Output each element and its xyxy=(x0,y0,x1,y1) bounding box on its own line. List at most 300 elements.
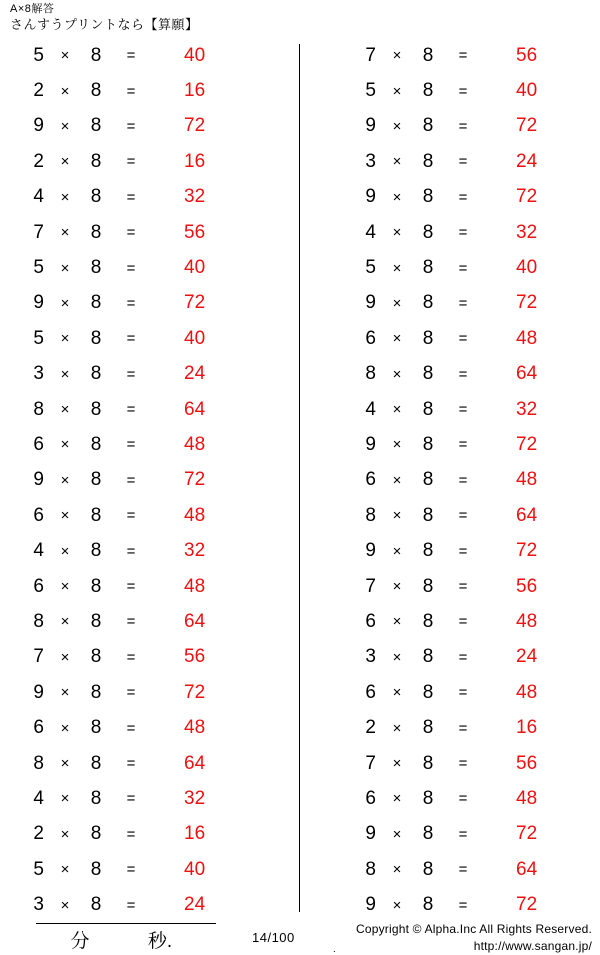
page-dot: . xyxy=(333,944,336,955)
answer-value: 16 xyxy=(184,823,206,845)
multiply-icon: × xyxy=(60,613,70,631)
operand-a: 8 xyxy=(365,504,376,526)
answer-value: 48 xyxy=(516,469,538,491)
seconds-label: 秒. xyxy=(147,931,173,952)
problem-row xyxy=(300,710,600,745)
problem-row xyxy=(300,392,600,427)
problem-row xyxy=(0,180,300,215)
operand-a: 9 xyxy=(365,292,376,314)
multiply-icon: × xyxy=(60,861,70,879)
problem-row xyxy=(300,73,600,108)
answer-value: 72 xyxy=(516,823,538,845)
operand-b: 8 xyxy=(90,575,102,597)
operand-a: 2 xyxy=(33,80,44,102)
operand-b: 8 xyxy=(422,398,434,420)
multiply-icon: × xyxy=(60,436,70,454)
equals-icon: = xyxy=(458,259,468,277)
operand-b: 8 xyxy=(90,717,102,739)
equals-icon: = xyxy=(126,578,136,596)
problem-row xyxy=(300,463,600,498)
problem-column-left xyxy=(0,36,300,916)
problem-row xyxy=(0,498,300,533)
answer-value: 48 xyxy=(516,327,538,349)
multiply-icon: × xyxy=(392,401,402,419)
problem-row xyxy=(0,109,300,144)
operand-b: 8 xyxy=(90,292,102,314)
operand-a: 9 xyxy=(365,540,376,562)
multiply-icon: × xyxy=(392,188,402,206)
equals-icon: = xyxy=(458,507,468,525)
operand-b: 8 xyxy=(422,80,434,102)
problem-row xyxy=(0,463,300,498)
operand-a: 6 xyxy=(365,610,376,632)
multiply-icon: × xyxy=(60,259,70,277)
multiply-icon: × xyxy=(392,896,402,914)
answer-value: 24 xyxy=(516,150,538,172)
equals-icon: = xyxy=(458,401,468,419)
answer-value: 32 xyxy=(516,398,538,420)
copyright-text: Copyright © Alpha.Inc All Rights Reserved. xyxy=(355,922,592,936)
operand-b: 8 xyxy=(90,80,102,102)
operand-a: 4 xyxy=(365,398,376,420)
operand-a: 4 xyxy=(33,787,44,809)
equals-icon: = xyxy=(458,542,468,560)
operand-b: 8 xyxy=(422,150,434,172)
equals-icon: = xyxy=(458,224,468,242)
operand-a: 4 xyxy=(33,540,44,562)
answer-value: 48 xyxy=(184,575,206,597)
answer-value: 72 xyxy=(184,292,206,314)
operand-a: 7 xyxy=(365,752,376,774)
multiply-icon: × xyxy=(392,684,402,702)
operand-a: 6 xyxy=(365,327,376,349)
problem-row xyxy=(300,675,600,710)
operand-b: 8 xyxy=(90,257,102,279)
multiply-icon: × xyxy=(60,330,70,348)
multiply-icon: × xyxy=(60,117,70,135)
operand-b: 8 xyxy=(90,823,102,845)
equals-icon: = xyxy=(126,613,136,631)
equals-icon: = xyxy=(458,613,468,631)
operand-a: 8 xyxy=(365,858,376,880)
operand-b: 8 xyxy=(422,646,434,668)
site-url[interactable]: http://www.sangan.jp/ xyxy=(473,939,592,953)
answer-value: 24 xyxy=(516,646,538,668)
equals-icon: = xyxy=(126,825,136,843)
operand-b: 8 xyxy=(90,504,102,526)
operand-b: 8 xyxy=(422,469,434,491)
multiply-icon: × xyxy=(392,825,402,843)
equals-icon: = xyxy=(458,684,468,702)
equals-icon: = xyxy=(126,648,136,666)
problem-row xyxy=(0,569,300,604)
equals-icon: = xyxy=(126,790,136,808)
problem-row xyxy=(300,852,600,887)
operand-a: 3 xyxy=(33,363,44,385)
equals-icon: = xyxy=(126,719,136,737)
operand-b: 8 xyxy=(422,610,434,632)
equals-icon: = xyxy=(458,47,468,65)
answer-value: 40 xyxy=(184,257,206,279)
multiply-icon: × xyxy=(392,648,402,666)
answer-value: 48 xyxy=(184,433,206,455)
answer-value: 40 xyxy=(184,858,206,880)
operand-a: 6 xyxy=(33,504,44,526)
multiply-icon: × xyxy=(60,648,70,666)
operand-a: 3 xyxy=(365,150,376,172)
equals-icon: = xyxy=(126,401,136,419)
multiply-icon: × xyxy=(60,47,70,65)
problem-column-right xyxy=(300,36,600,916)
answer-value: 64 xyxy=(516,504,538,526)
multiply-icon: × xyxy=(392,294,402,312)
equals-icon: = xyxy=(126,365,136,383)
operand-a: 9 xyxy=(365,186,376,208)
equals-icon: = xyxy=(458,719,468,737)
equals-icon: = xyxy=(458,578,468,596)
operand-a: 7 xyxy=(365,44,376,66)
worksheet-footer xyxy=(0,908,600,954)
equals-icon: = xyxy=(126,117,136,135)
equals-icon: = xyxy=(126,330,136,348)
problem-row xyxy=(0,710,300,745)
operand-b: 8 xyxy=(422,787,434,809)
equals-icon: = xyxy=(126,507,136,525)
answer-value: 32 xyxy=(184,186,206,208)
time-record xyxy=(40,926,230,953)
operand-a: 7 xyxy=(365,575,376,597)
operand-a: 9 xyxy=(33,681,44,703)
equals-icon: = xyxy=(458,117,468,135)
answer-value: 32 xyxy=(516,221,538,243)
operand-b: 8 xyxy=(90,150,102,172)
multiply-icon: × xyxy=(60,825,70,843)
answer-value: 40 xyxy=(516,257,538,279)
problem-row xyxy=(0,675,300,710)
problem-row xyxy=(300,604,600,639)
multiply-icon: × xyxy=(392,436,402,454)
multiply-icon: × xyxy=(60,684,70,702)
operand-b: 8 xyxy=(422,292,434,314)
multiply-icon: × xyxy=(392,224,402,242)
operand-b: 8 xyxy=(90,398,102,420)
operand-a: 6 xyxy=(365,787,376,809)
multiply-icon: × xyxy=(60,365,70,383)
answer-value: 56 xyxy=(516,575,538,597)
answer-value: 72 xyxy=(516,433,538,455)
operand-b: 8 xyxy=(90,610,102,632)
equals-icon: = xyxy=(458,436,468,454)
equals-icon: = xyxy=(126,471,136,489)
operand-a: 5 xyxy=(33,858,44,880)
equals-icon: = xyxy=(126,294,136,312)
problem-row xyxy=(300,109,600,144)
operand-b: 8 xyxy=(422,115,434,137)
operand-a: 5 xyxy=(33,44,44,66)
problem-row xyxy=(0,781,300,816)
problem-row xyxy=(0,144,300,179)
operand-a: 3 xyxy=(365,646,376,668)
multiply-icon: × xyxy=(60,471,70,489)
problem-row xyxy=(300,640,600,675)
multiply-icon: × xyxy=(392,47,402,65)
equals-icon: = xyxy=(458,648,468,666)
problem-row xyxy=(300,357,600,392)
problem-row xyxy=(0,746,300,781)
problem-row xyxy=(300,321,600,356)
operand-a: 3 xyxy=(33,894,44,916)
multiply-icon: × xyxy=(392,542,402,560)
multiply-icon: × xyxy=(60,896,70,914)
problem-row xyxy=(0,38,300,73)
problem-row xyxy=(300,38,600,73)
operand-b: 8 xyxy=(422,433,434,455)
equals-icon: = xyxy=(458,330,468,348)
problem-row xyxy=(0,817,300,852)
multiply-icon: × xyxy=(392,82,402,100)
problem-row xyxy=(0,250,300,285)
problem-row xyxy=(0,392,300,427)
problem-row xyxy=(300,250,600,285)
equals-icon: = xyxy=(458,294,468,312)
operand-a: 5 xyxy=(365,257,376,279)
multiply-icon: × xyxy=(392,259,402,277)
multiply-icon: × xyxy=(60,507,70,525)
answer-value: 48 xyxy=(516,681,538,703)
operand-b: 8 xyxy=(422,221,434,243)
answer-value: 72 xyxy=(516,894,538,916)
problem-row xyxy=(300,180,600,215)
multiply-icon: × xyxy=(60,578,70,596)
multiply-icon: × xyxy=(392,507,402,525)
operand-b: 8 xyxy=(90,681,102,703)
operand-b: 8 xyxy=(90,858,102,880)
answer-value: 72 xyxy=(184,115,206,137)
minutes-label: 分 xyxy=(70,931,90,952)
operand-a: 7 xyxy=(33,221,44,243)
equals-icon: = xyxy=(458,790,468,808)
equals-icon: = xyxy=(126,224,136,242)
equals-icon: = xyxy=(458,896,468,914)
equals-icon: = xyxy=(126,47,136,65)
equals-icon: = xyxy=(458,861,468,879)
page-title: A×8解答 xyxy=(10,3,55,15)
operand-a: 6 xyxy=(33,433,44,455)
answer-value: 32 xyxy=(184,540,206,562)
operand-a: 9 xyxy=(365,115,376,137)
problem-row xyxy=(300,569,600,604)
operand-b: 8 xyxy=(422,681,434,703)
multiply-icon: × xyxy=(392,861,402,879)
answer-value: 64 xyxy=(184,398,206,420)
problem-row xyxy=(0,604,300,639)
operand-a: 6 xyxy=(33,717,44,739)
operand-b: 8 xyxy=(90,115,102,137)
operand-b: 8 xyxy=(90,186,102,208)
multiply-icon: × xyxy=(60,790,70,808)
problem-row xyxy=(300,746,600,781)
operand-b: 8 xyxy=(90,327,102,349)
multiply-icon: × xyxy=(392,365,402,383)
equals-icon: = xyxy=(458,471,468,489)
equals-icon: = xyxy=(126,542,136,560)
operand-a: 9 xyxy=(365,823,376,845)
multiply-icon: × xyxy=(60,719,70,737)
operand-a: 8 xyxy=(33,398,44,420)
problem-row xyxy=(300,286,600,321)
problem-row xyxy=(0,73,300,108)
problem-row xyxy=(0,427,300,462)
answer-value: 64 xyxy=(516,363,538,385)
operand-b: 8 xyxy=(422,257,434,279)
multiply-icon: × xyxy=(60,542,70,560)
operand-a: 5 xyxy=(365,80,376,102)
problem-row xyxy=(300,427,600,462)
equals-icon: = xyxy=(458,188,468,206)
equals-icon: = xyxy=(126,684,136,702)
multiply-icon: × xyxy=(392,613,402,631)
multiply-icon: × xyxy=(392,330,402,348)
operand-b: 8 xyxy=(422,504,434,526)
multiply-icon: × xyxy=(60,755,70,772)
equals-icon: = xyxy=(126,82,136,100)
multiply-icon: × xyxy=(392,790,402,808)
equals-icon: = xyxy=(126,896,136,914)
operand-b: 8 xyxy=(422,858,434,880)
operand-b: 8 xyxy=(90,221,102,243)
answer-value: 48 xyxy=(516,610,538,632)
operand-a: 7 xyxy=(33,646,44,668)
problem-row xyxy=(300,215,600,250)
answer-value: 72 xyxy=(516,186,538,208)
multiply-icon: × xyxy=(60,224,70,242)
multiply-icon: × xyxy=(60,294,70,312)
operand-b: 8 xyxy=(90,894,102,916)
multiply-icon: × xyxy=(392,719,402,737)
answer-value: 56 xyxy=(184,646,206,668)
operand-a: 9 xyxy=(365,894,376,916)
operand-b: 8 xyxy=(422,894,434,916)
page-number: 14/100 xyxy=(252,930,295,945)
answer-value: 24 xyxy=(184,363,206,385)
operand-b: 8 xyxy=(90,433,102,455)
answer-value: 32 xyxy=(184,787,206,809)
problem-row xyxy=(300,817,600,852)
operand-b: 8 xyxy=(422,717,434,739)
equals-icon: = xyxy=(458,82,468,100)
answer-value: 56 xyxy=(516,752,538,774)
operand-b: 8 xyxy=(422,752,434,774)
operand-b: 8 xyxy=(90,752,102,774)
answer-value: 48 xyxy=(184,504,206,526)
answer-value: 72 xyxy=(516,115,538,137)
operand-b: 8 xyxy=(90,540,102,562)
problem-row xyxy=(300,781,600,816)
answer-value: 16 xyxy=(184,80,206,102)
multiply-icon: × xyxy=(392,578,402,596)
answer-value: 40 xyxy=(184,327,206,349)
operand-a: 4 xyxy=(365,221,376,243)
operand-a: 9 xyxy=(33,115,44,137)
operand-a: 8 xyxy=(365,363,376,385)
operand-b: 8 xyxy=(90,646,102,668)
operand-b: 8 xyxy=(90,363,102,385)
answer-value: 64 xyxy=(516,858,538,880)
operand-a: 8 xyxy=(33,610,44,632)
equals-icon: = xyxy=(458,365,468,383)
operand-a: 6 xyxy=(33,575,44,597)
worksheet-header xyxy=(10,2,590,33)
problem-row xyxy=(300,498,600,533)
problem-columns xyxy=(0,36,600,916)
operand-a: 2 xyxy=(33,823,44,845)
answer-value: 72 xyxy=(184,681,206,703)
equals-icon: = xyxy=(458,825,468,843)
equals-icon: = xyxy=(458,755,468,772)
operand-a: 2 xyxy=(365,717,376,739)
answer-value: 40 xyxy=(516,80,538,102)
problem-row xyxy=(0,215,300,250)
problem-row xyxy=(0,640,300,675)
operand-a: 9 xyxy=(365,433,376,455)
equals-icon: = xyxy=(126,259,136,277)
answer-value: 56 xyxy=(184,221,206,243)
problem-row xyxy=(0,286,300,321)
operand-b: 8 xyxy=(422,575,434,597)
operand-a: 9 xyxy=(33,469,44,491)
time-underline xyxy=(36,923,216,924)
multiply-icon: × xyxy=(60,153,70,171)
multiply-icon: × xyxy=(392,117,402,135)
multiply-icon: × xyxy=(60,188,70,206)
operand-b: 8 xyxy=(422,44,434,66)
operand-a: 5 xyxy=(33,257,44,279)
problem-row xyxy=(0,533,300,568)
multiply-icon: × xyxy=(60,82,70,100)
operand-a: 6 xyxy=(365,469,376,491)
answer-value: 64 xyxy=(184,752,206,774)
multiply-icon: × xyxy=(60,401,70,419)
equals-icon: = xyxy=(126,755,136,772)
operand-b: 8 xyxy=(422,540,434,562)
problem-row xyxy=(0,852,300,887)
multiply-icon: × xyxy=(392,755,402,772)
problem-row xyxy=(300,144,600,179)
answer-value: 72 xyxy=(516,540,538,562)
equals-icon: = xyxy=(126,153,136,171)
equals-icon: = xyxy=(126,188,136,206)
equals-icon: = xyxy=(458,153,468,171)
answer-value: 48 xyxy=(516,787,538,809)
operand-b: 8 xyxy=(90,787,102,809)
operand-a: 2 xyxy=(33,150,44,172)
operand-b: 8 xyxy=(422,327,434,349)
operand-b: 8 xyxy=(422,186,434,208)
problem-row xyxy=(300,533,600,568)
answer-value: 72 xyxy=(516,292,538,314)
answer-value: 48 xyxy=(184,717,206,739)
operand-a: 6 xyxy=(365,681,376,703)
operand-a: 9 xyxy=(33,292,44,314)
answer-value: 16 xyxy=(184,150,206,172)
multiply-icon: × xyxy=(392,153,402,171)
equals-icon: = xyxy=(126,861,136,879)
problem-row xyxy=(0,357,300,392)
problem-list-left xyxy=(0,36,300,923)
operand-b: 8 xyxy=(422,823,434,845)
answer-value: 16 xyxy=(516,717,538,739)
problem-row xyxy=(0,321,300,356)
